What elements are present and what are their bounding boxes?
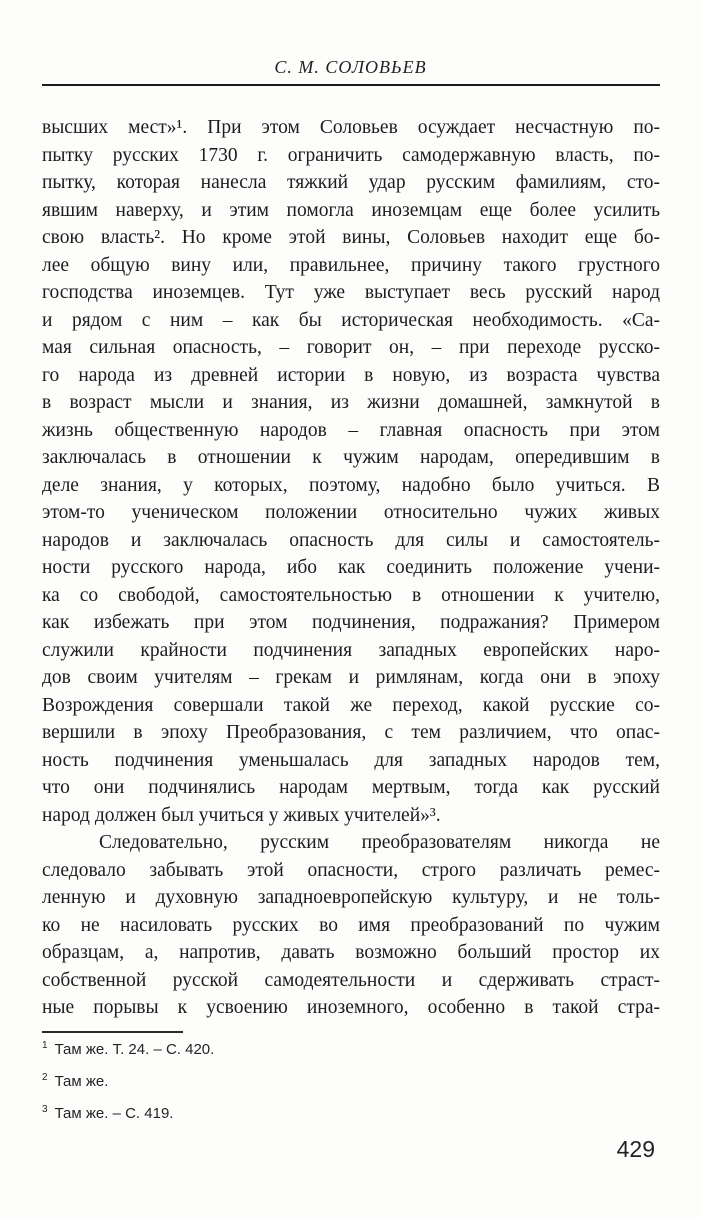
text-line: этом-то ученическом положении относительно чужих живых: [42, 502, 660, 523]
footnote-marker: 2: [42, 1071, 48, 1083]
text-line: заключалась в отношении к чужим народам, опередившим в: [42, 447, 660, 468]
text-line: вершили в эпоху Преобразования, с тем различием, что опас-: [42, 722, 660, 743]
footnote-item: [42, 1041, 660, 1058]
paragraph: [42, 114, 660, 829]
text-line: ность подчинения уменьшалась для западных народов тем,: [42, 749, 660, 771]
text-line: как избежать при этом подчинения, подражания? Примером: [42, 612, 660, 633]
footnote-text: Там же. Т. 24. – С. 420.: [54, 1040, 215, 1058]
text-line: жизнь общественную народов – главная опасность при этом: [42, 419, 660, 441]
text-line: следовало забывать этой опасности, строго различать ремес-: [42, 859, 660, 881]
text-line: ные порывы к усвоению иноземного, особенно в такой стра-: [42, 997, 660, 1018]
footnote-item: [42, 1073, 660, 1090]
text-line: пытку русских 1730 г. ограничить самодержавную власть, по-: [42, 144, 660, 166]
header-rule: [42, 84, 660, 86]
text-line: образцам, а, напротив, давать возможно больший простор их: [42, 942, 660, 963]
text-line: го народа из древней истории в новую, из возраста чувства: [42, 364, 660, 386]
footnote-text: Там же. – С. 419.: [54, 1104, 174, 1122]
body-text: [42, 114, 660, 1022]
text-line: Следовательно, русским преобразователям никогда не: [99, 832, 660, 853]
text-line: и рядом с ним – как бы историческая необходимость. «Са-: [42, 309, 660, 331]
paragraph: [42, 829, 660, 1022]
text-line: в возраст мысли и знания, из жизни домашней, замкнутой в: [42, 392, 660, 413]
text-line: мая сильная опасность, – говорит он, – при переходе русско-: [42, 337, 660, 358]
text-line: народ должен был учиться у живых учителей»³.: [42, 804, 441, 826]
text-line: лее общую вину или, правильнее, причину такого грустного: [42, 254, 660, 276]
text-line: высших мест»¹. При этом Соловьев осуждает несчастную по-: [42, 117, 660, 138]
running-header: С. М. СОЛОВЬЕВ: [274, 57, 427, 77]
text-line: Возрождения совершали такой же переход, какой русские со-: [42, 694, 660, 716]
footnote-marker: 3: [42, 1103, 48, 1115]
footnote-text: Там же.: [54, 1072, 109, 1090]
text-line: дов своим учителям – грекам и римлянам, когда они в эпоху: [42, 667, 660, 688]
text-line: ности русского народа, ибо как соединить положение учени-: [42, 557, 660, 578]
text-line: пытку, которая нанесла тяжкий удар русским фамилиям, сто-: [42, 172, 660, 193]
footnote-item: [42, 1105, 660, 1122]
text-line: собственной русской самодеятельности и сдерживать страст-: [42, 969, 660, 991]
text-line: что они подчинялись народам мертвым, тогда как русский: [42, 777, 660, 798]
text-line: свою власть². Но кроме этой вины, Соловьев находит еще бо-: [42, 227, 660, 248]
text-line: деле знания, у которых, поэтому, надобно было учиться. В: [42, 474, 660, 496]
text-line: ко не насиловать русских во имя преобразований по чужим: [42, 914, 660, 936]
text-line: ка со свободой, самостоятельностью в отношении к учителю,: [42, 584, 660, 606]
footnote-marker: 1: [42, 1039, 48, 1051]
text-line: господства иноземцев. Тут уже выступает весь русский народ: [42, 282, 660, 303]
text-line: ленную и духовную западноевропейскую культуру, и не толь-: [42, 887, 660, 908]
text-line: народов и заключалась опасность для силы и самостоятель-: [42, 529, 660, 551]
text-line: явшим наверху, и этим помогла иноземцам еще более усилить: [42, 199, 660, 221]
text-line: служили крайности подчинения западных европейских наро-: [42, 639, 660, 661]
footnote-list: [42, 1041, 660, 1122]
footnote-rule: [42, 1031, 183, 1033]
page-number: 429: [616, 1136, 655, 1162]
